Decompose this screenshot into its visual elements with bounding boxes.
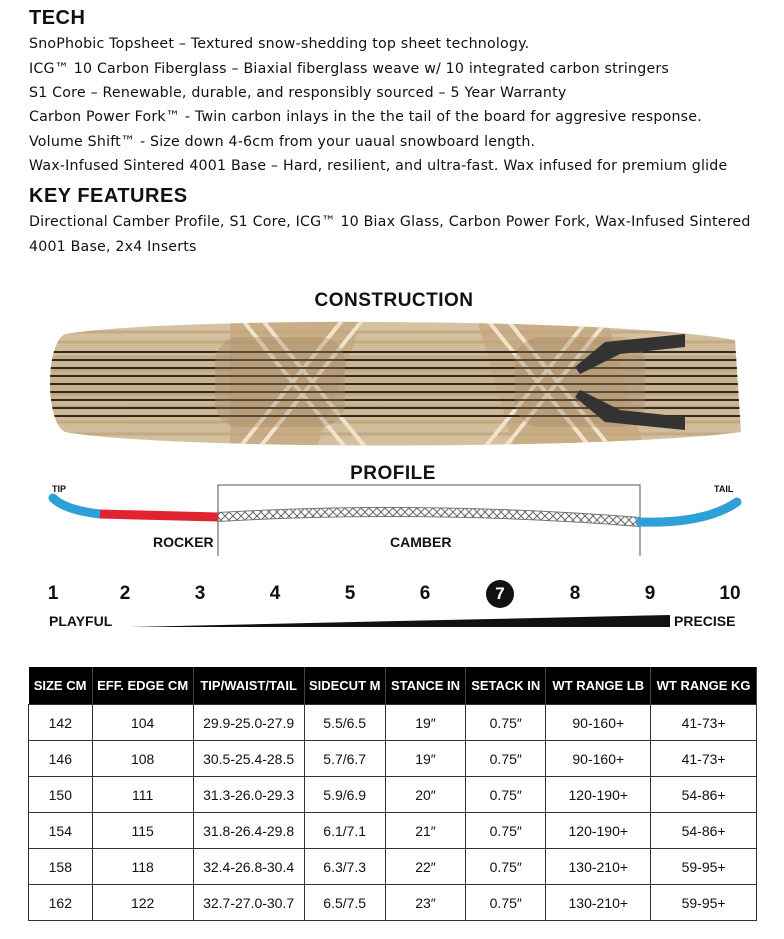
rocker-label: ROCKER [153, 534, 214, 550]
table-cell: 0.75″ [466, 705, 546, 741]
tail-label: TAIL [714, 484, 734, 494]
table-cell: 120-190+ [546, 813, 651, 849]
table-cell: 41-73+ [651, 741, 757, 777]
table-row [29, 741, 757, 777]
table-header: WT RANGE KG [651, 667, 757, 705]
table-cell: 22″ [385, 849, 465, 885]
snowboard-construction-illustration [45, 312, 745, 452]
scale-number: 5 [344, 583, 356, 604]
tech-line: Wax-Infused Sintered 4001 Base – Hard, resilient, and ultra-fast. Wax infused for premium glide [29, 158, 728, 174]
table-cell: 23″ [385, 885, 465, 921]
tech-line: SnoPhobic Topsheet – Textured snow-shedding top sheet technology. [29, 36, 530, 52]
table-cell: 5.7/6.7 [304, 741, 385, 777]
table-row [29, 885, 757, 921]
table-cell: 162 [29, 885, 93, 921]
scale-number: 10 [719, 583, 741, 604]
table-cell: 122 [92, 885, 193, 921]
table-header: TIP/WAIST/TAIL [193, 667, 304, 705]
table-cell: 154 [29, 813, 93, 849]
table-cell: 90-160+ [546, 705, 651, 741]
table-header-row [29, 667, 757, 705]
table-row [29, 705, 757, 741]
key-features-text: Directional Camber Profile, S1 Core, ICG™ 10 Biax Glass, Carbon Power Fork, Wax-Infused Sintered 4001 Base, 2x4 Inserts [29, 214, 751, 255]
table-cell: 30.5-25.4-28.5 [193, 741, 304, 777]
table-cell: 0.75″ [466, 741, 546, 777]
table-cell: 21″ [385, 813, 465, 849]
table-cell: 0.75″ [466, 849, 546, 885]
table-cell: 5.5/6.5 [304, 705, 385, 741]
table-cell: 6.3/7.3 [304, 849, 385, 885]
tip-label: TIP [52, 484, 67, 494]
precise-label: PRECISE [674, 613, 736, 629]
table-cell: 59-95+ [651, 849, 757, 885]
playful-label: PLAYFUL [49, 613, 113, 629]
scale-number: 9 [644, 583, 656, 604]
table-cell: 104 [92, 705, 193, 741]
table-header: SIZE CM [29, 667, 93, 705]
scale-number: 3 [194, 583, 206, 604]
table-cell: 20″ [385, 777, 465, 813]
tech-line: Carbon Power Fork™ - Twin carbon inlays in the the tail of the board for aggresive response. [29, 109, 702, 125]
table-header: WT RANGE LB [546, 667, 651, 705]
scale-number: 6 [419, 583, 431, 604]
tech-line: S1 Core – Renewable, durable, and responsibly sourced – 5 Year Warranty [29, 85, 567, 101]
table-cell: 108 [92, 741, 193, 777]
table-cell: 31.8-26.4-29.8 [193, 813, 304, 849]
table-cell: 54-86+ [651, 813, 757, 849]
table-cell: 29.9-25.0-27.9 [193, 705, 304, 741]
scale-number: 2 [119, 583, 131, 604]
size-chart-table [28, 667, 757, 921]
table-header: STANCE IN [385, 667, 465, 705]
table-cell: 6.5/7.5 [304, 885, 385, 921]
table-cell: 142 [29, 705, 93, 741]
table-header: SETACK IN [466, 667, 546, 705]
camber-label: CAMBER [390, 534, 452, 550]
table-header: EFF. EDGE CM [92, 667, 193, 705]
table-cell: 115 [92, 813, 193, 849]
tech-line: ICG™ 10 Carbon Fiberglass – Biaxial fiberglass weave w/ 10 integrated carbon stringers [29, 61, 670, 77]
table-cell: 32.7-27.0-30.7 [193, 885, 304, 921]
table-cell: 90-160+ [546, 741, 651, 777]
table-cell: 41-73+ [651, 705, 757, 741]
scale-number: 8 [569, 583, 581, 604]
table-cell: 59-95+ [651, 885, 757, 921]
tech-heading: TECH [29, 7, 86, 29]
profile-title: PROFILE [350, 463, 436, 484]
table-cell: 158 [29, 849, 93, 885]
table-cell: 0.75″ [466, 885, 546, 921]
table-cell: 130-210+ [546, 885, 651, 921]
table-cell: 54-86+ [651, 777, 757, 813]
table-cell: 5.9/6.9 [304, 777, 385, 813]
tech-line: Volume Shift™ - Size down 4-6cm from your uaual snowboard length. [29, 134, 536, 150]
table-row [29, 849, 757, 885]
table-cell: 32.4-26.8-30.4 [193, 849, 304, 885]
construction-title: CONSTRUCTION [314, 290, 474, 311]
table-row [29, 777, 757, 813]
scale-number-selected: 7 [486, 580, 514, 608]
table-cell: 6.1/7.1 [304, 813, 385, 849]
table-cell: 130-210+ [546, 849, 651, 885]
table-cell: 0.75″ [466, 813, 546, 849]
table-cell: 19″ [385, 741, 465, 777]
table-cell: 150 [29, 777, 93, 813]
table-cell: 111 [92, 777, 193, 813]
table-header: SIDECUT M [304, 667, 385, 705]
table-cell: 31.3-26.0-29.3 [193, 777, 304, 813]
table-cell: 120-190+ [546, 777, 651, 813]
key-features-heading: KEY FEATURES [29, 185, 188, 207]
scale-number: 1 [47, 583, 59, 604]
table-cell: 0.75″ [466, 777, 546, 813]
scale-wedge [130, 614, 672, 628]
table-cell: 118 [92, 849, 193, 885]
table-row [29, 813, 757, 849]
table-cell: 146 [29, 741, 93, 777]
table-cell: 19″ [385, 705, 465, 741]
scale-number: 4 [269, 583, 281, 604]
